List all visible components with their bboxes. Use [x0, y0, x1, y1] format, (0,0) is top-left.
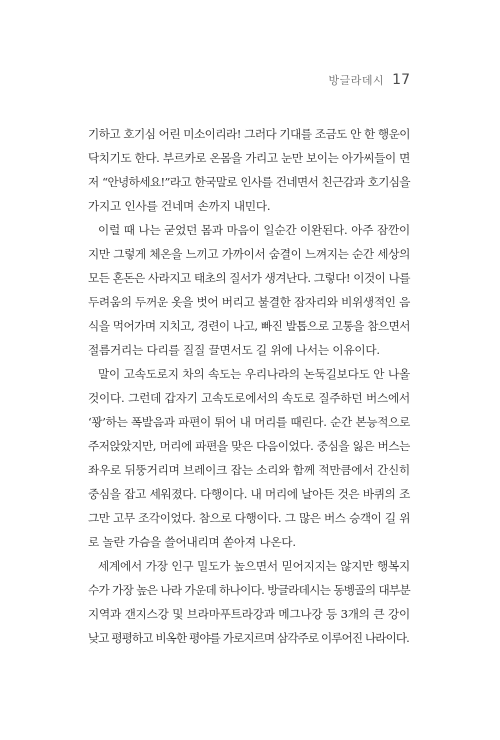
- text-line: 그만 고무 조각이었다. 참으로 다행이다. 그 많은 버스 승객이 길 위: [88, 511, 410, 525]
- paragraph: [88, 362, 410, 554]
- text-line: 이럴 때 나는 굳었던 몸과 마음이 일순간 이완된다. 아주 잠깐이: [98, 223, 410, 237]
- paragraph: [88, 218, 410, 362]
- text-line: 것이다. 그런데 갑자기 고속도로에서의 속도로 질주하던 버스에서: [88, 391, 410, 405]
- text-line: 낮고 평평하고 비옥한 평야를 가로지르며 삼각주로 이루어진 나라이다.: [88, 631, 409, 645]
- text-line: 중심을 잡고 세워졌다. 다행이다. 내 머리에 날아든 것은 바퀴의 조: [88, 487, 410, 501]
- text-line: 로 놀란 가슴을 쓸어내리며 쏟아져 나온다.: [88, 535, 296, 549]
- paragraph: [88, 554, 410, 650]
- paragraph: [88, 122, 410, 218]
- text-line: 식을 먹어가며 지치고, 경련이 나고, 빠진 발톱으로 고통을 참으면서: [88, 319, 410, 333]
- text-line: 가지고 인사를 건네며 손까지 내민다.: [88, 199, 271, 213]
- text-line: 지역과 갠지스강 및 브라마푸트라강과 메그나강 등 3개의 큰 강이: [88, 607, 410, 621]
- text-line: 말이 고속도로지 차의 속도는 우리나라의 논둑길보다도 안 나올: [98, 367, 410, 381]
- chapter-title: 방글라데시: [328, 74, 385, 87]
- text-line: ‘꽝’하는 폭발음과 파편이 튀어 내 머리를 때린다. 순간 본능적으로: [88, 415, 410, 429]
- body-text: [88, 122, 410, 650]
- page-number: 17: [392, 72, 410, 88]
- text-line: 두려움의 두꺼운 옷을 벗어 버리고 불결한 잠자리와 비위생적인 음: [88, 295, 410, 309]
- text-line: 기하고 호기심 어린 미소이리라! 그러다 기대를 조금도 안 한 행운이: [88, 127, 410, 141]
- text-line: 모든 혼돈은 사라지고 태초의 질서가 생겨난다. 그렇다! 이것이 나를: [88, 271, 410, 285]
- text-line: 주저앉았지만, 머리에 파편을 맞은 다음이었다. 중심을 잃은 버스는: [88, 439, 410, 453]
- text-line: 수가 가장 높은 나라 가운데 하나이다. 방글라데시는 동벵골의 대부분: [88, 583, 410, 597]
- text-line: 절름거리는 다리를 질질 끌면서도 길 위에 나서는 이유이다.: [88, 343, 380, 357]
- text-line: 닥치기도 한다. 부르카로 온몸을 가리고 눈만 보이는 아가씨들이 면: [88, 151, 410, 165]
- text-line: 세계에서 가장 인구 밀도가 높으면서 믿어지지는 않지만 행복지: [98, 559, 410, 573]
- text-line: 지만 그렇게 체온을 느끼고 가까이서 숨결이 느껴지는 순간 세상의: [88, 247, 410, 261]
- text-line: 저 “안녕하세요!”라고 한국말로 인사를 건네면서 친근감과 호기심을: [88, 175, 410, 189]
- text-line: 좌우로 뒤뚱거리며 브레이크 잡는 소리와 함께 적만큼에서 간신히: [88, 463, 410, 477]
- running-header: [329, 72, 410, 88]
